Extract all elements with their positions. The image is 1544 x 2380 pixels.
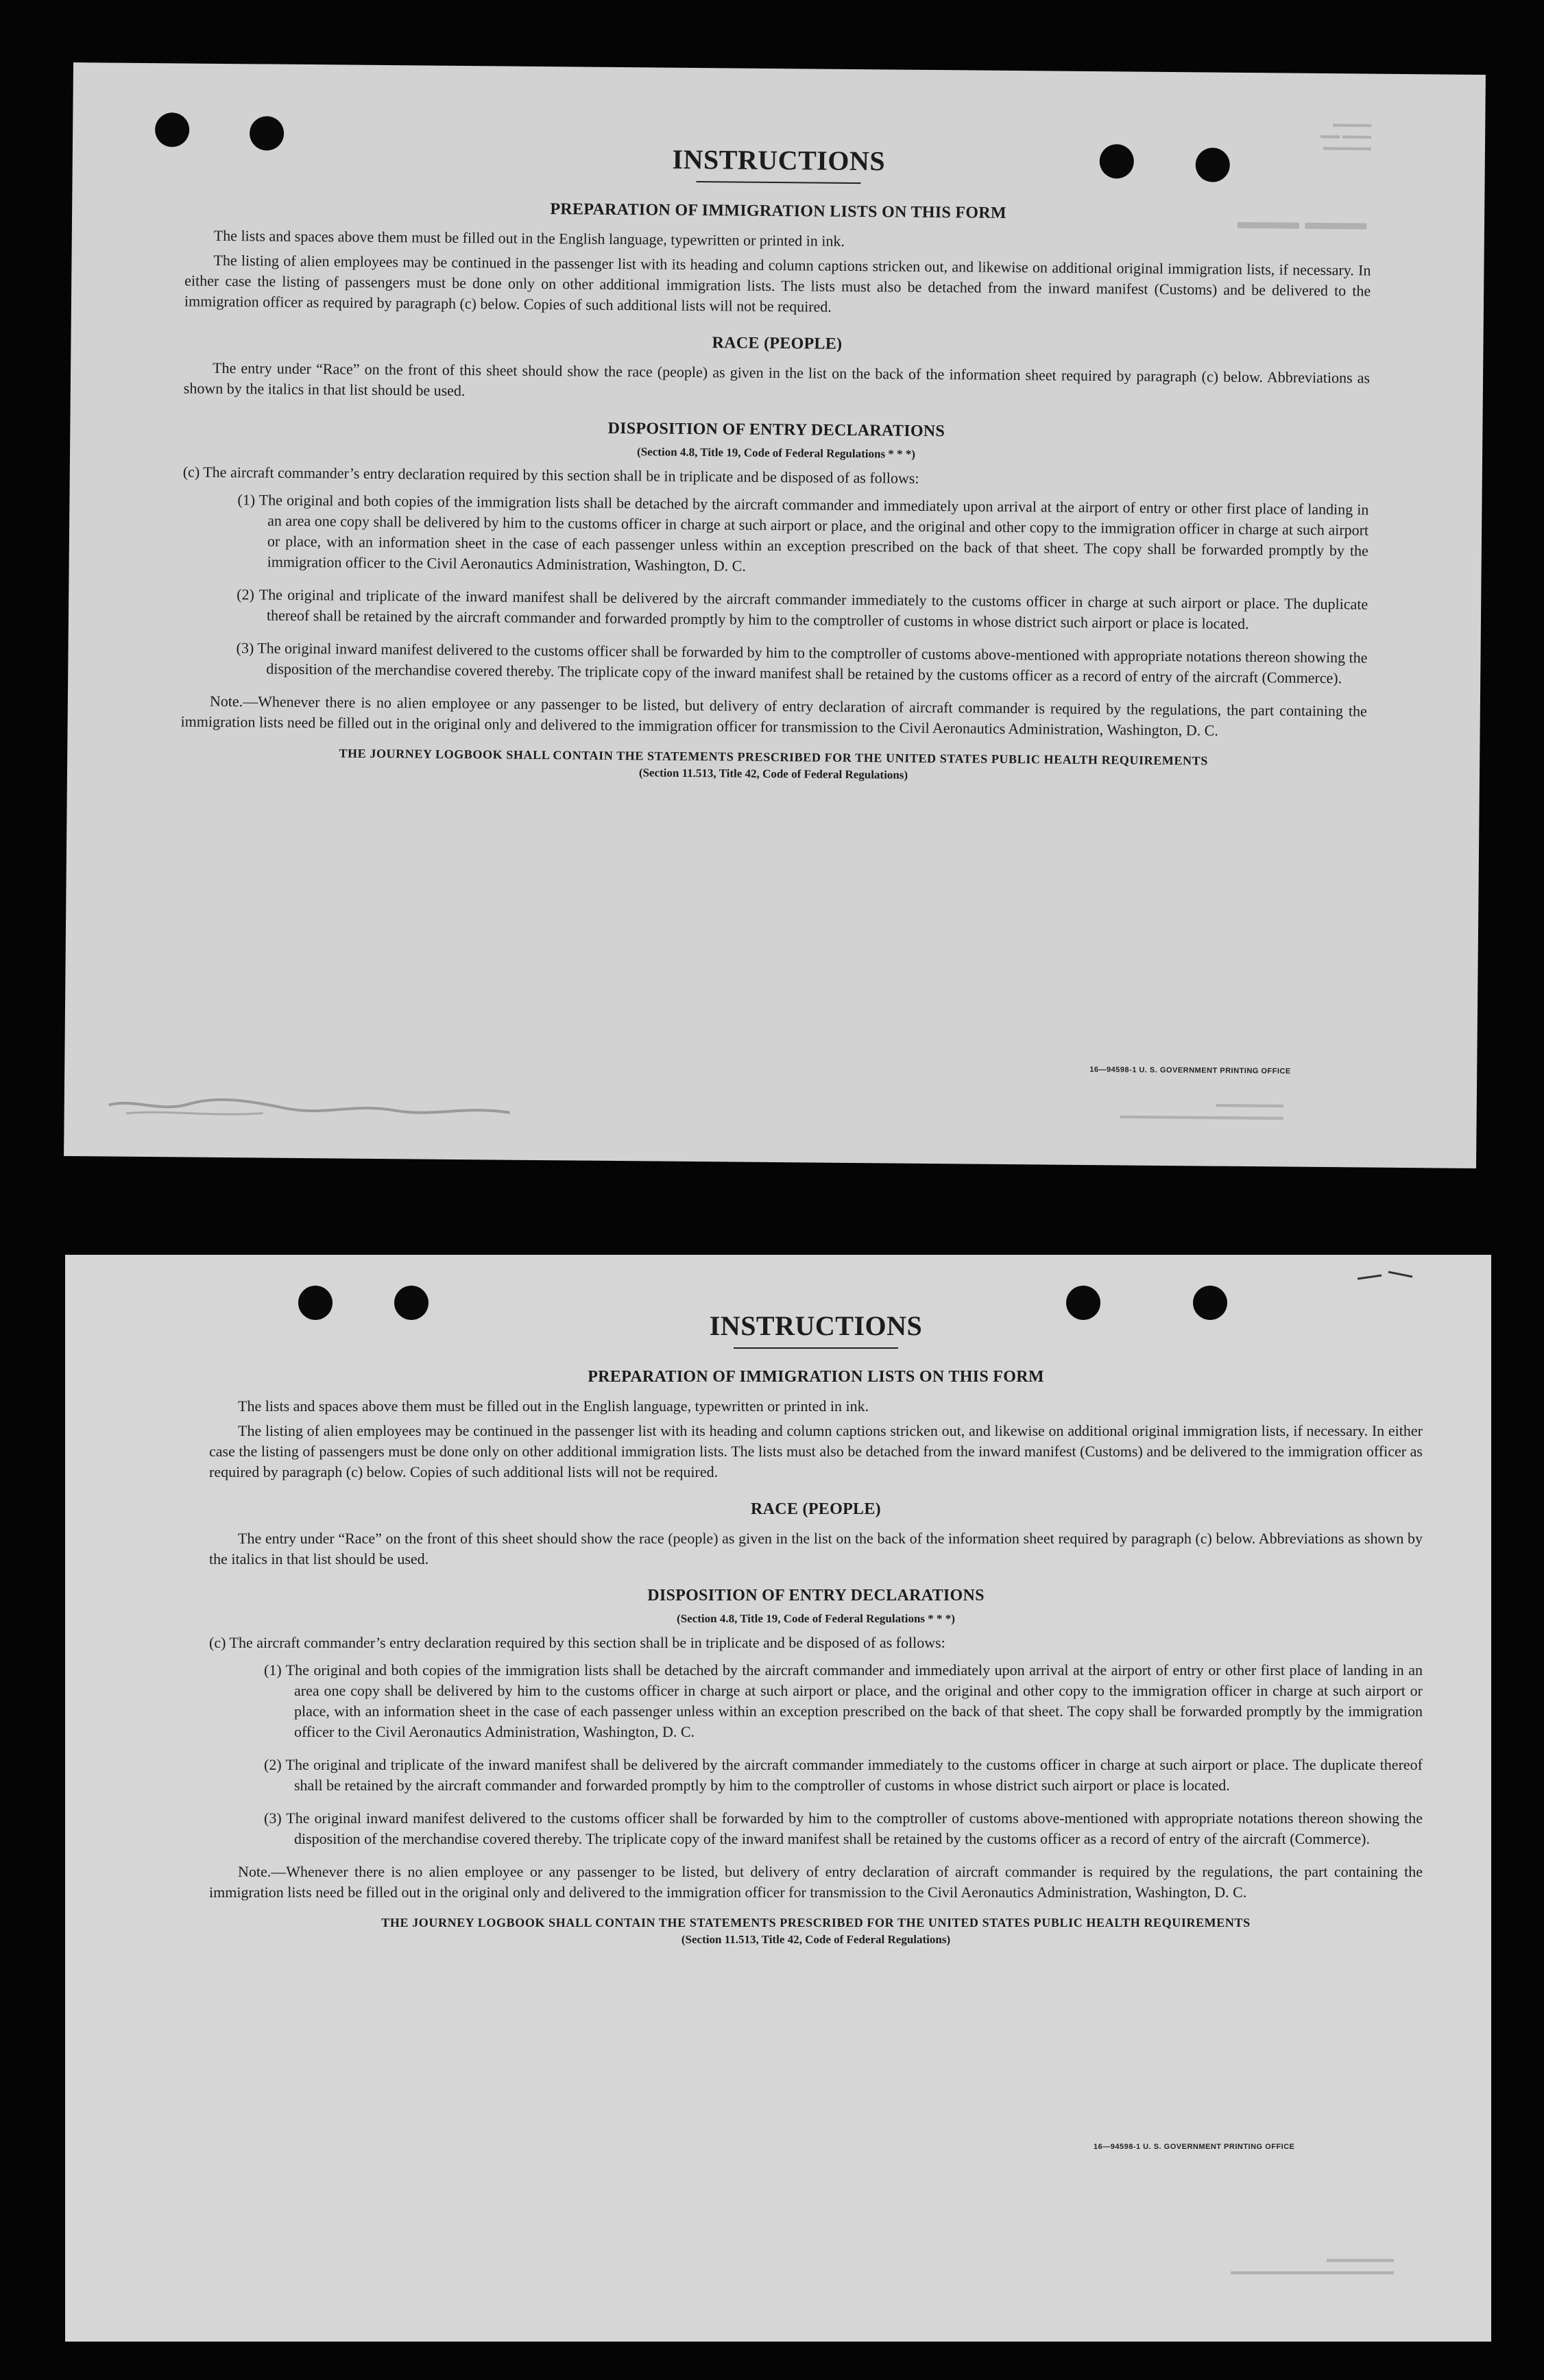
section-heading-race: RACE (PEOPLE) [712, 333, 843, 353]
journey-logbook-citation: (Section 11.513, Title 42, Code of Federal Regulations) [638, 766, 908, 782]
bleed-through-text: ▬▬▬▬▬▬▬▬▬▬▬▬▬▬▬▬▬ ▬▬▬▬▬▬▬ [1231, 2257, 1394, 2281]
paragraph-alien-employees: The listing of alien employees may be continued in the passenger list with its heading and column captions stricken out, and likewise on additional original immigration lists, if necessary. In either case the listing of passengers must be done only on other additional immigration lists. The lists must also be detached from the inward manifest (Customs) and be delivered to the immigration officer as required by paragraph (c) below. Copies of such additional lists will not be required. [209, 1421, 1423, 1480]
paragraph-c: (c) The aircraft commander’s entry declaration required by this section shall be in triplicate and be disposed of as follows: [182, 463, 919, 488]
paragraph-alien-employees: The listing of alien employees may be continued in the passenger list with its heading and column captions stricken out, and likewise on additional original immigration lists, if necessary. In either case the listing of passengers must be done only on other additional immigration lists. The lists must also be detached from the inward manifest (Customs) and be delivered to the immigration officer as required by paragraph (c) below. Copies of such additional lists will not be required. [184, 251, 1371, 315]
pencil-mark-icon [1354, 1262, 1416, 1289]
list-item-3: (3) The original inward manifest delivered to the customs officer shall be forwarded by him to the comptroller of customs above-mentioned with appropriate notations thereon showing the disposition of the merchandise covered thereby. The triplicate copy of the inward manifest shall be retained by the customs officer as a record of entry of the aircraft (Commerce). [264, 1809, 1423, 1847]
title-underline [697, 181, 861, 184]
page-title: INSTRUCTIONS [672, 143, 886, 177]
document-page-bottom [65, 1255, 1491, 2342]
section-citation: (Section 4.8, Title 19, Code of Federal Regulations * * *) [677, 1612, 955, 1626]
printing-office-mark: 16—94598-1 U. S. GOVERNMENT PRINTING OFFICE [1089, 1066, 1291, 1076]
bleed-through-text: ▬▬▬▬▬ ▬▬▬ ▬▬ ▬▬▬▬ [1320, 121, 1372, 156]
journey-logbook-citation: (Section 11.513, Title 42, Code of Federal Regulations) [681, 1933, 951, 1947]
list-item-1: (1) The original and both copies of the immigration lists shall be detached by the aircraft commander and immediately upon arrival at the airport of entry or other first place of landing in an area one copy shall be delivered by him to the customs officer in charge at such airport or place, and the original and other copy to the immigration officer in charge at such airport or place, with an information sheet in the case of each passenger unless within an exception prescribed on the back of that sheet. The copy shall be forwarded promptly by the immigration officer to the Civil Aeronautics Administration, Washington, D. C. [264, 1661, 1423, 1741]
section-heading-preparation: PREPARATION OF IMMIGRATION LISTS ON THIS FORM [550, 200, 1007, 222]
section-heading-disposition: DISPOSITION OF ENTRY DECLARATIONS [647, 1587, 985, 1605]
bleed-through-text: ▬▬▬▬▬▬▬▬▬▬▬▬▬▬▬▬▬ ▬▬▬▬▬▬▬ [1120, 1101, 1283, 1126]
paragraph-c: (c) The aircraft commander’s entry declaration required by this section shall be in triplicate and be disposed of as follows: [209, 1634, 945, 1652]
journey-logbook-statement: THE JOURNEY LOGBOOK SHALL CONTAIN THE STATEMENTS PRESCRIBED FOR THE UNITED STATES PUBLIC HEALTH REQUIREMENTS [339, 746, 1208, 768]
list-item-1: (1) The original and both copies of the immigration lists shall be detached by the aircraft commander and immediately upon arrival at the airport of entry or other first place of landing in an area one copy shall be delivered by him to the customs officer in charge at such airport or place, and the original and other copy to the immigration officer in charge at such airport or place, with an information sheet in the case of each passenger unless within an exception prescribed on the back of that sheet. The copy shall be forwarded promptly by the immigration officer to the Civil Aeronautics Administration, Washington, D. C. [237, 491, 1369, 575]
list-item-2: (2) The original and triplicate of the inward manifest shall be delivered by the aircraft commander immediately to the customs officer in charge at such airport or place. The duplicate thereof shall be retained by the aircraft commander and forwarded promptly by him to the comptroller of customs in whose district such airport or place is located. [264, 1755, 1423, 1794]
list-item-2: (2) The original and triplicate of the inward manifest shall be delivered by the aircraft commander immediately to the customs officer in charge at such airport or place. The duplicate thereof shall be retained by the aircraft commander and forwarded promptly by him to the comptroller of customs in whose district such airport or place is located. [237, 586, 1368, 632]
title-underline [734, 1347, 898, 1349]
section-heading-race: RACE (PEOPLE) [751, 1500, 881, 1518]
paragraph-race-entry: The entry under “Race” on the front of this sheet should show the race (people) as given in the list on the back of the information sheet required by paragraph (c) below. Abbreviations as shown by the italics in that list should be used. [209, 1529, 1423, 1567]
instructions-content [180, 139, 1372, 786]
bleed-through-text: ▬▬▬ ▬▬▬ [1237, 217, 1367, 241]
note-paragraph: Note.—Whenever there is no alien employee or any passenger to be listed, but delivery of entry declaration of aircraft commander is required by the regulations, the part containing the immigration lists need be filled out in the original only and delivered to the immigration officer for transmission to the Civil Aeronautics Administration, Washington, D. C. [180, 692, 1367, 739]
instructions-content [209, 1310, 1423, 1947]
printing-office-mark: 16—94598-1 U. S. GOVERNMENT PRINTING OFFICE [1094, 2143, 1295, 2151]
journey-logbook-statement: THE JOURNEY LOGBOOK SHALL CONTAIN THE STATEMENTS PRESCRIBED FOR THE UNITED STATES PUBLIC HEALTH REQUIREMENTS [381, 1916, 1251, 1930]
page-title: INSTRUCTIONS [709, 1310, 923, 1341]
punch-hole-icon [155, 112, 189, 147]
section-heading-disposition: DISPOSITION OF ENTRY DECLARATIONS [607, 420, 945, 441]
handwritten-signature-bleed-icon [105, 1085, 517, 1129]
paragraph-lists-language: The lists and spaces above them must be filled out in the English language, typewritten or printed in ink. [238, 1397, 869, 1415]
document-page-top [64, 62, 1486, 1168]
section-heading-preparation: PREPARATION OF IMMIGRATION LISTS ON THIS FORM [588, 1368, 1044, 1386]
section-citation: (Section 4.8, Title 19, Code of Federal Regulations * * *) [637, 445, 916, 461]
list-item-3: (3) The original inward manifest delivered to the customs officer shall be forwarded by him to the comptroller of customs above-mentioned with appropriate notations thereon showing the disposition of the merchandise covered thereby. The triplicate copy of the inward manifest shall be retained by the customs officer as a record of entry of the aircraft (Commerce). [236, 638, 1368, 686]
paragraph-race-entry: The entry under “Race” on the front of this sheet should show the race (people) as given in the list on the back of the information sheet required by paragraph (c) below. Abbreviations as shown by the italics in that list should be used. [183, 359, 1371, 399]
paragraph-lists-language: The lists and spaces above them must be filled out in the English language, typewritten or printed in ink. [213, 226, 845, 250]
note-paragraph: Note.—Whenever there is no alien employee or any passenger to be listed, but delivery of entry declaration of aircraft commander is required by the regulations, the part containing the immigration lists need be filled out in the original only and delivered to the immigration officer for transmission to the Civil Aeronautics Administration, Washington, D. C. [209, 1862, 1423, 1901]
